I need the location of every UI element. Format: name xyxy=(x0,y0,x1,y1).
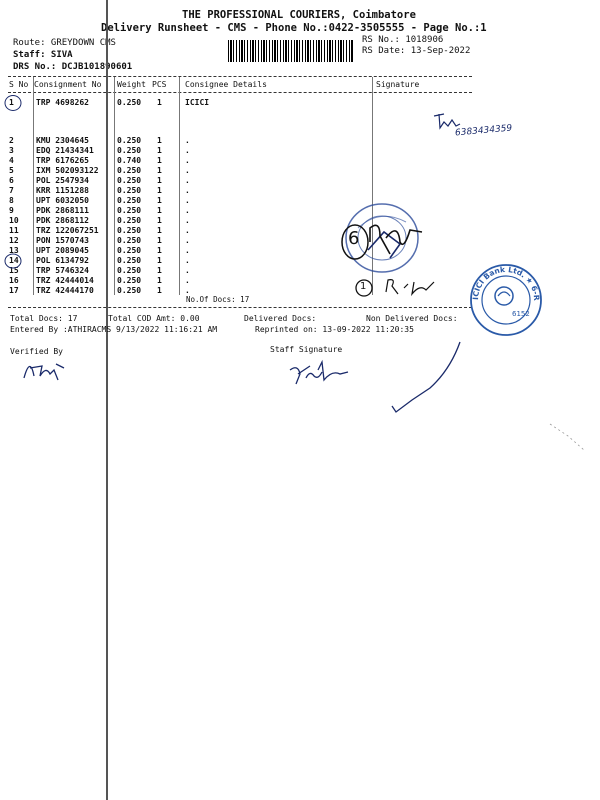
route-label: Route: GREYDOWN CMS xyxy=(13,38,116,48)
stray-mark xyxy=(548,420,588,460)
row-1-circle-mark xyxy=(4,94,24,112)
table-top-rule xyxy=(8,76,472,77)
drs-number: DRS No.: DCJB101890601 xyxy=(13,62,133,72)
delivered-docs: Delivered Docs: xyxy=(244,314,317,323)
binding-line xyxy=(106,0,108,800)
handwritten-1: 1 xyxy=(360,281,367,292)
col-consignee: Consignee Details xyxy=(185,80,267,89)
handwritten-initials xyxy=(366,220,426,260)
col-signature: Signature xyxy=(376,80,420,89)
no-of-docs: No.Of Docs: 17 xyxy=(186,295,250,304)
total-cod: Total COD Amt: 0.00 xyxy=(108,314,200,323)
col-pcs: PCS xyxy=(152,80,167,89)
row-14-circle-mark xyxy=(4,252,24,270)
col-sep xyxy=(179,77,180,295)
total-docs: Total Docs: 17 xyxy=(10,314,78,323)
staff-signature-label: Staff Signature xyxy=(270,345,343,354)
col-sno: S No xyxy=(9,80,29,89)
col-sep xyxy=(114,77,115,295)
runsheet-title: Delivery Runsheet - CMS - Phone No.:0422-3505555 - Page No.:1 xyxy=(101,22,487,34)
rs-date: RS Date: 13-Sep-2022 xyxy=(362,46,471,56)
non-delivered-docs: Non Delivered Docs: xyxy=(366,314,458,323)
stray-pen-line xyxy=(390,340,470,420)
company-title: THE PROFESSIONAL COURIERS, Coimbatore xyxy=(182,9,416,21)
handwritten-note xyxy=(382,276,442,298)
table-bottom-rule xyxy=(8,307,472,308)
col-sep xyxy=(33,77,34,295)
handwritten-6: 6 xyxy=(348,228,360,249)
handwritten-phone: 6383434359 xyxy=(454,123,513,139)
icici-bank-stamp xyxy=(464,255,546,340)
barcode xyxy=(228,40,354,62)
stamp-ring-text: ICICI Bank Ltd. ★ 6-Ram Nagar Coimbatore xyxy=(464,255,542,301)
staff-signature xyxy=(288,360,368,388)
table-header-rule xyxy=(8,92,472,93)
col-weight: Weight xyxy=(117,80,146,89)
verified-by-signature xyxy=(20,354,80,384)
staff-label: Staff: SIVA xyxy=(13,50,73,60)
stamp-code: 6152 xyxy=(512,310,530,318)
reprinted-on: Reprinted on: 13-09-2022 11:20:35 xyxy=(255,325,414,334)
col-consignment: Consignment No xyxy=(34,80,102,89)
verified-by-label: Verified By xyxy=(10,347,63,356)
entered-by: Entered By :ATHIRACMS 9/13/2022 11:16:21 AM xyxy=(10,325,218,334)
rs-number: RS No.: 1018906 xyxy=(362,35,444,45)
